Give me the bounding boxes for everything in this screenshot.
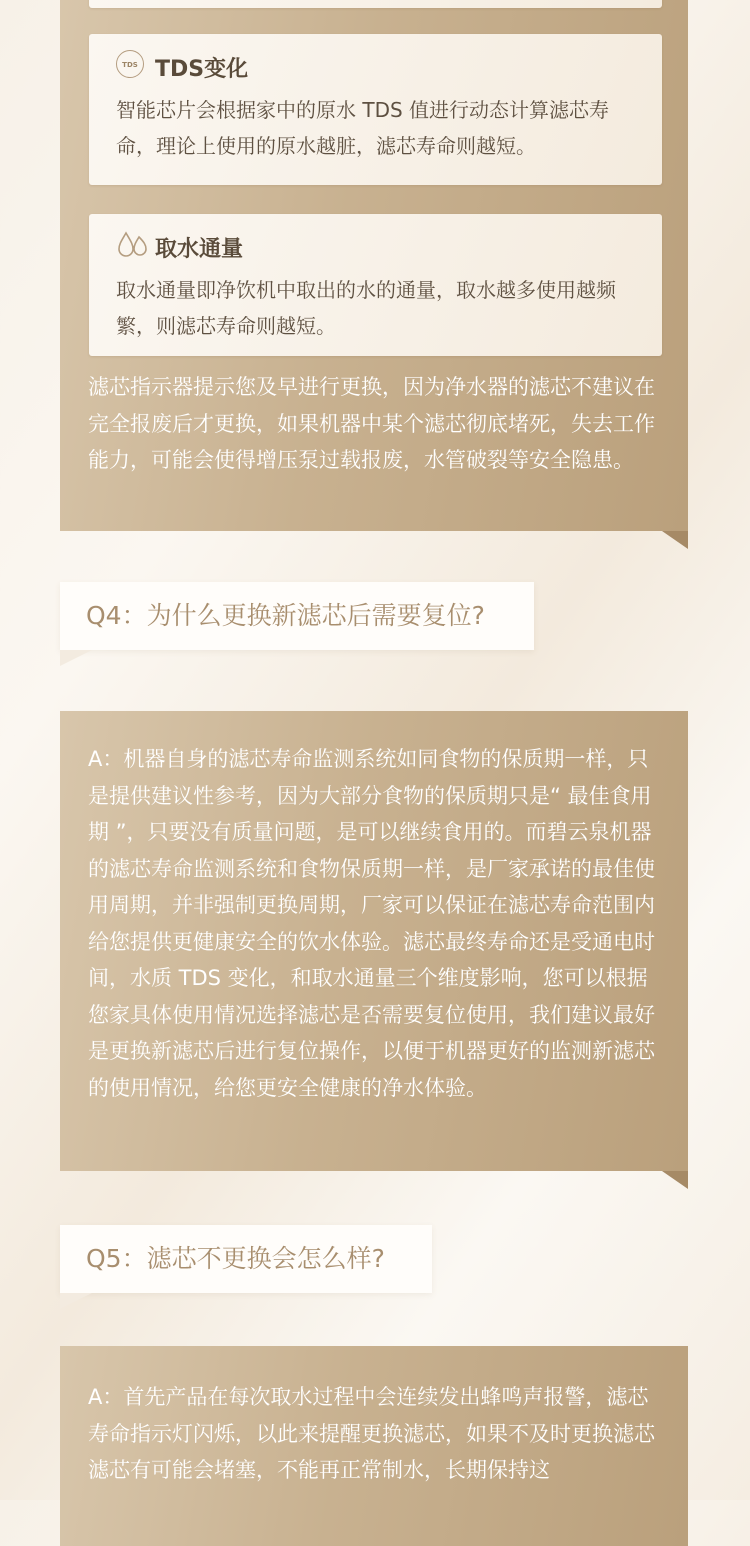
panel-text-top: 滤芯指示器提示您及早进行更换，因为净水器的滤芯不建议在完全报废后才更换，如果机器中某个滤芯彻底堵死，失去工作能力，可能会使得增压泵过载报废，水管破裂等安全隐患。 [88, 375, 655, 472]
info-card-partial [89, 0, 662, 8]
question-box-q4 [60, 582, 534, 650]
question-tail [60, 650, 92, 666]
answer-q4: A：机器自身的滤芯寿命监测系统如同食物的保质期一样，只是提供建议性参考，因为大部分食物的保质期只是“ 最佳食用期 ”，只要没有质量问题，是可以继续食用的。而碧云泉机器的滤芯寿命监测系统和食物保质期一样，是厂家承诺的最佳使用周期，并非强制更换周期，厂家可以保证在滤芯寿命范围内给您提供更健康安全的饮水体验。滤芯最终寿命还是受通电时间，水质 TDS 变化，和取水通量三个维度影响，您可以根据您家具体使用情况选择滤芯是否需要复位使用，我们建议最好是更换新滤芯后进行复位操作，以便于机器更好的监测新滤芯的使用情况，给您更安全健康的净水体验。 [88, 747, 655, 1100]
question-box-q5 [60, 1225, 432, 1293]
card-title-tds: TDS变化 [155, 57, 249, 82]
card-text-flow: 取水通量即净饮机中取出的水的通量，取水越多使用越频繁，则滤芯寿命则越短。 [116, 278, 616, 338]
card-title-flow: 取水通量 [155, 237, 244, 262]
panel-fold-corner [662, 531, 688, 549]
panel-fold-corner [662, 1171, 688, 1189]
water-drop-icon [116, 230, 150, 260]
info-card-tds [89, 34, 662, 185]
question-q5: Q5：滤芯不更换会怎么样? [86, 1244, 385, 1273]
tds-icon: TDS [116, 50, 144, 78]
card-text-tds: 智能芯片会根据家中的原水 TDS 值进行动态计算滤芯寿命，理论上使用的原水越脏，滤芯寿命则越短。 [116, 98, 610, 158]
question-tail [60, 1293, 92, 1309]
question-q4: Q4：为什么更换新滤芯后需要复位? [86, 601, 485, 630]
answer-q5: A：首先产品在每次取水过程中会连续发出蜂鸣声报警，滤芯寿命指示灯闪烁，以此来提醒更换滤芯，如果不及时更换滤芯滤芯有可能会堵塞，不能再正常制水，长期保持这 [88, 1385, 655, 1482]
info-card-flow [89, 214, 662, 356]
